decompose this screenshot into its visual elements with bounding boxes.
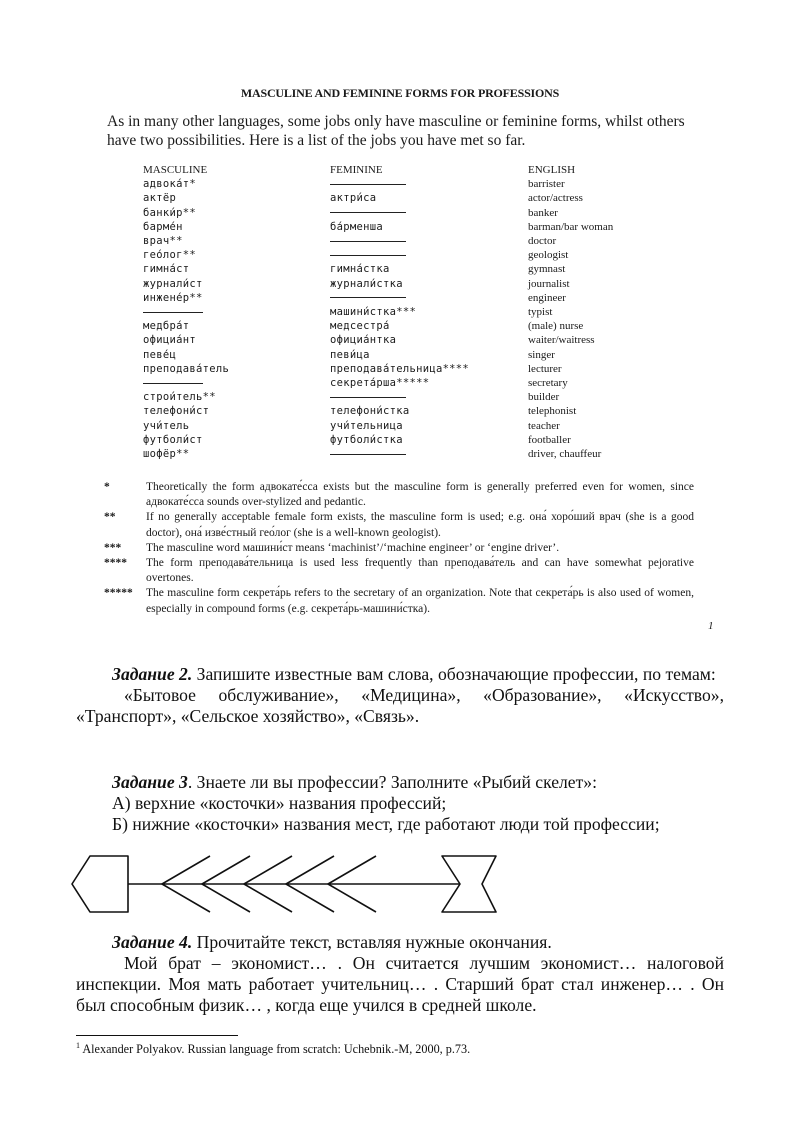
notes-list — [104, 480, 694, 617]
footnote-marker: 1 — [76, 1041, 80, 1050]
table-row — [143, 262, 698, 276]
empty-dash — [330, 212, 406, 213]
note-text: The masculine form секрета́рь refers to the secretary of an organization. Note that секрета́рь is also used of women, especially in compound forms (e.g. секрета́рь-машини́стка). — [146, 587, 694, 615]
cell-english: doctor — [528, 235, 557, 248]
task-2 — [76, 664, 724, 727]
footnote-rule — [76, 1035, 238, 1036]
note-text: Theoretically the form адвокате́сса exists but the masculine form is generally preferred even for women, since адвокате́сса sounds over-stylized and pedantic. — [146, 481, 694, 509]
cell-english: builder — [528, 391, 560, 404]
note-item — [104, 480, 694, 510]
table-row — [143, 234, 698, 248]
cell-masculine: врач** — [143, 235, 183, 248]
cell-english: actor/actress — [528, 192, 583, 205]
table-row — [143, 404, 698, 418]
cell-masculine: строи́тель** — [143, 391, 216, 404]
fish-head — [72, 856, 128, 912]
table-row — [143, 305, 698, 319]
footnote-text: Alexander Polyakov. Russian language from scratch: Uchebnik.-M, 2000, p.73. — [80, 1042, 471, 1057]
note-marker: **** — [104, 557, 127, 570]
task-3-item-a: А) верхние «косточки» названия профессий; — [112, 793, 447, 813]
task-4-text: Прочитайте текст, вставляя нужные окончания. — [192, 932, 552, 952]
cell-masculine: адвока́т* — [143, 178, 196, 191]
cell-masculine: гео́лог** — [143, 249, 196, 262]
footnote — [76, 1041, 470, 1057]
table-row — [143, 447, 698, 461]
intro-paragraph: As in many other languages, some jobs only have masculine or feminine forms, whilst others have two possibilities. Here is a list of the jobs you have met so far. — [107, 113, 685, 149]
task-2-text: Запишите известные вам слова, обозначающие профессии, по темам: — [192, 664, 716, 684]
cell-feminine — [330, 447, 528, 461]
note-marker: * — [104, 481, 110, 493]
empty-dash — [330, 454, 406, 455]
cell-masculine: телефони́ст — [143, 405, 210, 418]
note-item — [104, 541, 694, 556]
cell-masculine: журнали́ст — [143, 277, 203, 290]
table-row — [143, 191, 698, 205]
cell-feminine: медсестра́ — [330, 320, 390, 333]
professions-table — [143, 163, 698, 461]
table-row — [143, 319, 698, 333]
table-row — [143, 291, 698, 305]
task-4-label: Задание 4. — [112, 932, 193, 952]
cell-english: footballer — [528, 433, 571, 446]
page-mark: 1 — [708, 620, 714, 632]
task-3-text: . Знаете ли вы профессии? Заполните «Рыбий скелет»: — [187, 772, 597, 792]
cell-masculine: учи́тель — [143, 419, 190, 432]
cell-masculine: певе́ц — [143, 348, 177, 361]
cell-masculine: гимна́ст — [143, 263, 190, 276]
cell-feminine: преподава́тельница**** — [330, 362, 470, 375]
cell-feminine: ба́рменша — [330, 220, 383, 233]
empty-dash — [143, 383, 203, 384]
empty-dash — [143, 312, 203, 313]
cell-english: teacher — [528, 419, 560, 432]
note-item — [104, 556, 694, 586]
cell-masculine — [143, 305, 330, 319]
fishbone-diagram — [70, 848, 510, 920]
empty-dash — [330, 297, 406, 298]
task-2-topics: «Бытовое обслуживание», «Медицина», «Образование», «Искусство», «Транспорт», «Сельское хозяйство», «Связь». — [76, 685, 724, 726]
note-text: The masculine word машини́ст means ‘machinist’/‘machine engineer’ or ‘engine driver’. — [146, 541, 560, 554]
cell-masculine: банки́р** — [143, 206, 196, 219]
cell-masculine: медбра́т — [143, 320, 190, 333]
table-row — [143, 390, 698, 404]
cell-feminine: официа́нтка — [330, 334, 397, 347]
table-row — [143, 206, 698, 220]
task-4 — [76, 932, 724, 1016]
note-text: If no generally acceptable female form exists, the masculine form is used; e.g. она́ хоро́ший врач (she is a good doctor), она́ изве́стный гео́лог (she is a well-known geologist). — [146, 511, 694, 539]
table-row — [143, 220, 698, 234]
cell-english: barrister — [528, 178, 565, 191]
cell-english: lecturer — [528, 362, 562, 375]
table-row — [143, 177, 698, 191]
task-4-body: Мой брат – экономист… . Он считается лучшим экономист… налоговой инспекции. Моя мать работает учительниц… . Старший брат стал инженер… . Он был способным физик… , когда еще учился в средней школе. — [76, 953, 724, 1015]
cell-feminine — [330, 206, 528, 220]
cell-english: journalist — [528, 277, 570, 290]
cell-feminine: певи́ца — [330, 348, 370, 361]
task-3 — [76, 772, 724, 835]
cell-feminine: журнали́стка — [330, 277, 403, 290]
cell-feminine: секрета́рша***** — [330, 377, 430, 390]
cell-feminine — [330, 248, 528, 262]
cell-masculine: актёр — [143, 192, 177, 205]
cell-english: engineer — [528, 291, 566, 304]
cell-feminine: машини́стка*** — [330, 306, 417, 319]
empty-dash — [330, 241, 406, 242]
note-item — [104, 586, 694, 616]
cell-feminine — [330, 390, 528, 404]
note-text: The form преподава́тельница is used less frequently than преподава́тель and can have somewhat pejorative overtones. — [146, 557, 694, 585]
cell-masculine: преподава́тель — [143, 362, 230, 375]
cell-masculine: шофёр** — [143, 448, 190, 461]
table-row — [143, 433, 698, 447]
cell-feminine — [330, 177, 528, 191]
section-title: MASCULINE AND FEMININE FORMS FOR PROFESSIONS — [240, 86, 560, 100]
empty-dash — [330, 255, 406, 256]
cell-feminine: учи́тельница — [330, 419, 403, 432]
cell-feminine — [330, 234, 528, 248]
cell-english: geologist — [528, 249, 569, 262]
table-row — [143, 248, 698, 262]
table-row — [143, 348, 698, 362]
table-row — [143, 362, 698, 376]
cell-masculine — [143, 376, 330, 390]
cell-masculine: барме́н — [143, 220, 183, 233]
task-2-label: Задание 2. — [112, 664, 193, 684]
table-row — [143, 277, 698, 291]
cell-english: secretary — [528, 377, 568, 390]
cell-masculine: официа́нт — [143, 334, 196, 347]
table-header-row — [143, 163, 698, 177]
table-row — [143, 333, 698, 347]
cell-english: waiter/waitress — [528, 334, 595, 347]
cell-english: driver, chauffeur — [528, 448, 602, 461]
cell-feminine: телефони́стка — [330, 405, 410, 418]
cell-masculine: инжене́р** — [143, 291, 203, 304]
note-marker: ** — [104, 511, 116, 524]
cell-english: (male) nurse — [528, 320, 584, 333]
cell-feminine: актри́са — [330, 192, 377, 205]
header-english: ENGLISH — [528, 164, 576, 176]
table-row — [143, 419, 698, 433]
header-feminine: FEMININE — [330, 164, 383, 176]
cell-english: barman/bar woman — [528, 220, 614, 233]
cell-feminine: гимна́стка — [330, 263, 390, 276]
cell-english: singer — [528, 348, 555, 361]
cell-english: banker — [528, 206, 558, 219]
cell-english: gymnast — [528, 263, 566, 276]
note-item — [104, 510, 694, 540]
header-masculine: MASCULINE — [143, 164, 208, 176]
cell-feminine: футболи́стка — [330, 433, 403, 446]
note-marker: ***** — [104, 587, 133, 600]
cell-masculine: футболи́ст — [143, 433, 203, 446]
empty-dash — [330, 184, 406, 185]
cell-feminine — [330, 291, 528, 305]
note-marker: *** — [104, 541, 122, 554]
cell-english: telephonist — [528, 405, 577, 418]
table-row — [143, 376, 698, 390]
task-3-item-b: Б) нижние «косточки» названия мест, где работают люди той профессии; — [112, 814, 660, 834]
empty-dash — [330, 397, 406, 398]
task-3-label: Задание 3 — [112, 772, 188, 792]
cell-english: typist — [528, 306, 553, 319]
